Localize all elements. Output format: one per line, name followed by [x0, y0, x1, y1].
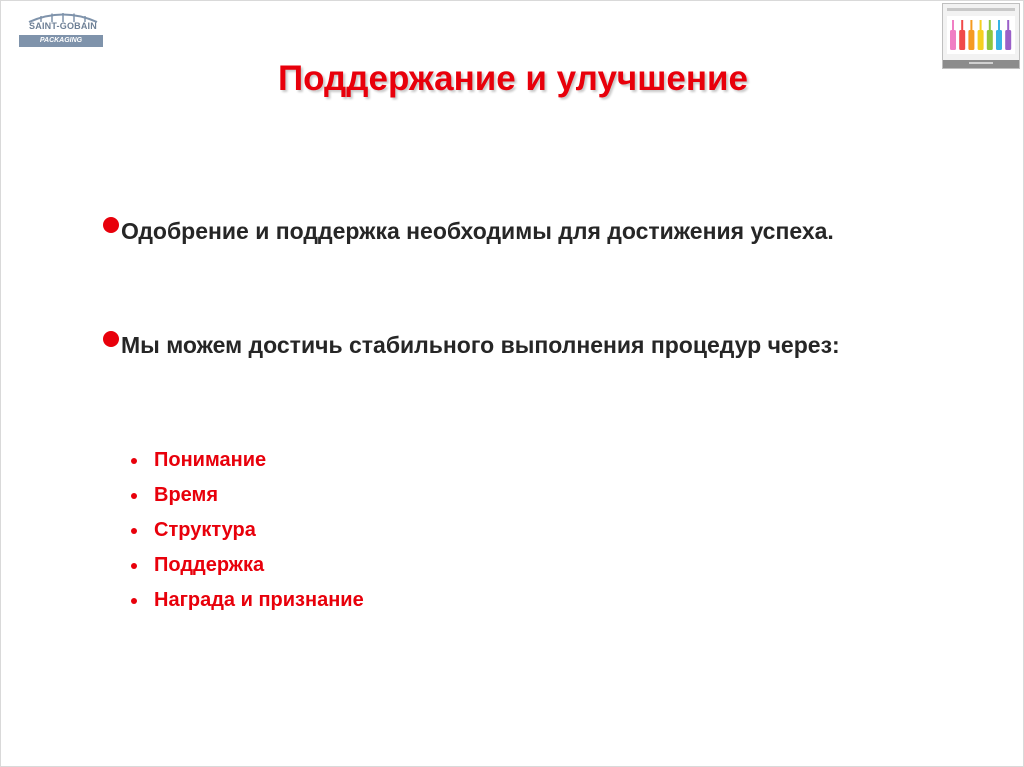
- sub-bullet-list: [129, 443, 364, 618]
- sub-list-item: [129, 513, 364, 548]
- sub-bullet-dot-icon: [131, 458, 137, 464]
- bottle-neck: [989, 20, 991, 30]
- sub-bullet-dot-icon: [131, 493, 137, 499]
- bottle-neck: [952, 20, 954, 30]
- bottle-body: [950, 30, 956, 50]
- bullet-text: Одобрение и поддержка необходимы для достижения успеха.: [121, 218, 834, 244]
- bullet-dot-icon: [103, 331, 119, 347]
- sub-list-item: [129, 443, 364, 478]
- sub-bullet-dot-icon: [131, 563, 137, 569]
- bottle-neck: [961, 20, 963, 30]
- sub-item-text: Структура: [154, 519, 256, 541]
- sub-list-item: [129, 583, 364, 618]
- bullet-dot-icon: [103, 217, 119, 233]
- sub-bullet-dot-icon: [131, 528, 137, 534]
- bullet-text: Мы можем достичь стабильного выполнения процедур через:: [121, 332, 840, 358]
- bottle-neck: [970, 20, 972, 30]
- bottle-body: [987, 30, 993, 50]
- bottle-body: [1005, 30, 1011, 50]
- sub-list-item: [129, 478, 364, 513]
- bottle-body: [996, 30, 1002, 50]
- bottle-body: [959, 30, 965, 50]
- bottle-neck: [998, 20, 1000, 30]
- bullet-item: [103, 214, 933, 249]
- bottle-neck: [980, 20, 982, 30]
- bottle-body: [968, 30, 974, 50]
- sub-bullet-dot-icon: [131, 598, 137, 604]
- logo-sub-text: PACKAGING: [19, 35, 103, 47]
- bottle-neck: [1007, 20, 1009, 30]
- slide-title: Поддержание и улучшение: [277, 59, 748, 98]
- sub-list-item: [129, 548, 364, 583]
- sub-item-text: Время: [154, 484, 218, 506]
- saint-gobain-logo: [15, 11, 111, 51]
- logo-brand-text: SAINT-GOBAIN: [29, 21, 97, 31]
- sub-item-text: Награда и признание: [154, 589, 364, 611]
- bottle-body: [978, 30, 984, 50]
- bullet-item: [103, 328, 933, 363]
- sub-item-text: Поддержка: [154, 554, 265, 576]
- sub-item-text: Понимание: [154, 449, 267, 471]
